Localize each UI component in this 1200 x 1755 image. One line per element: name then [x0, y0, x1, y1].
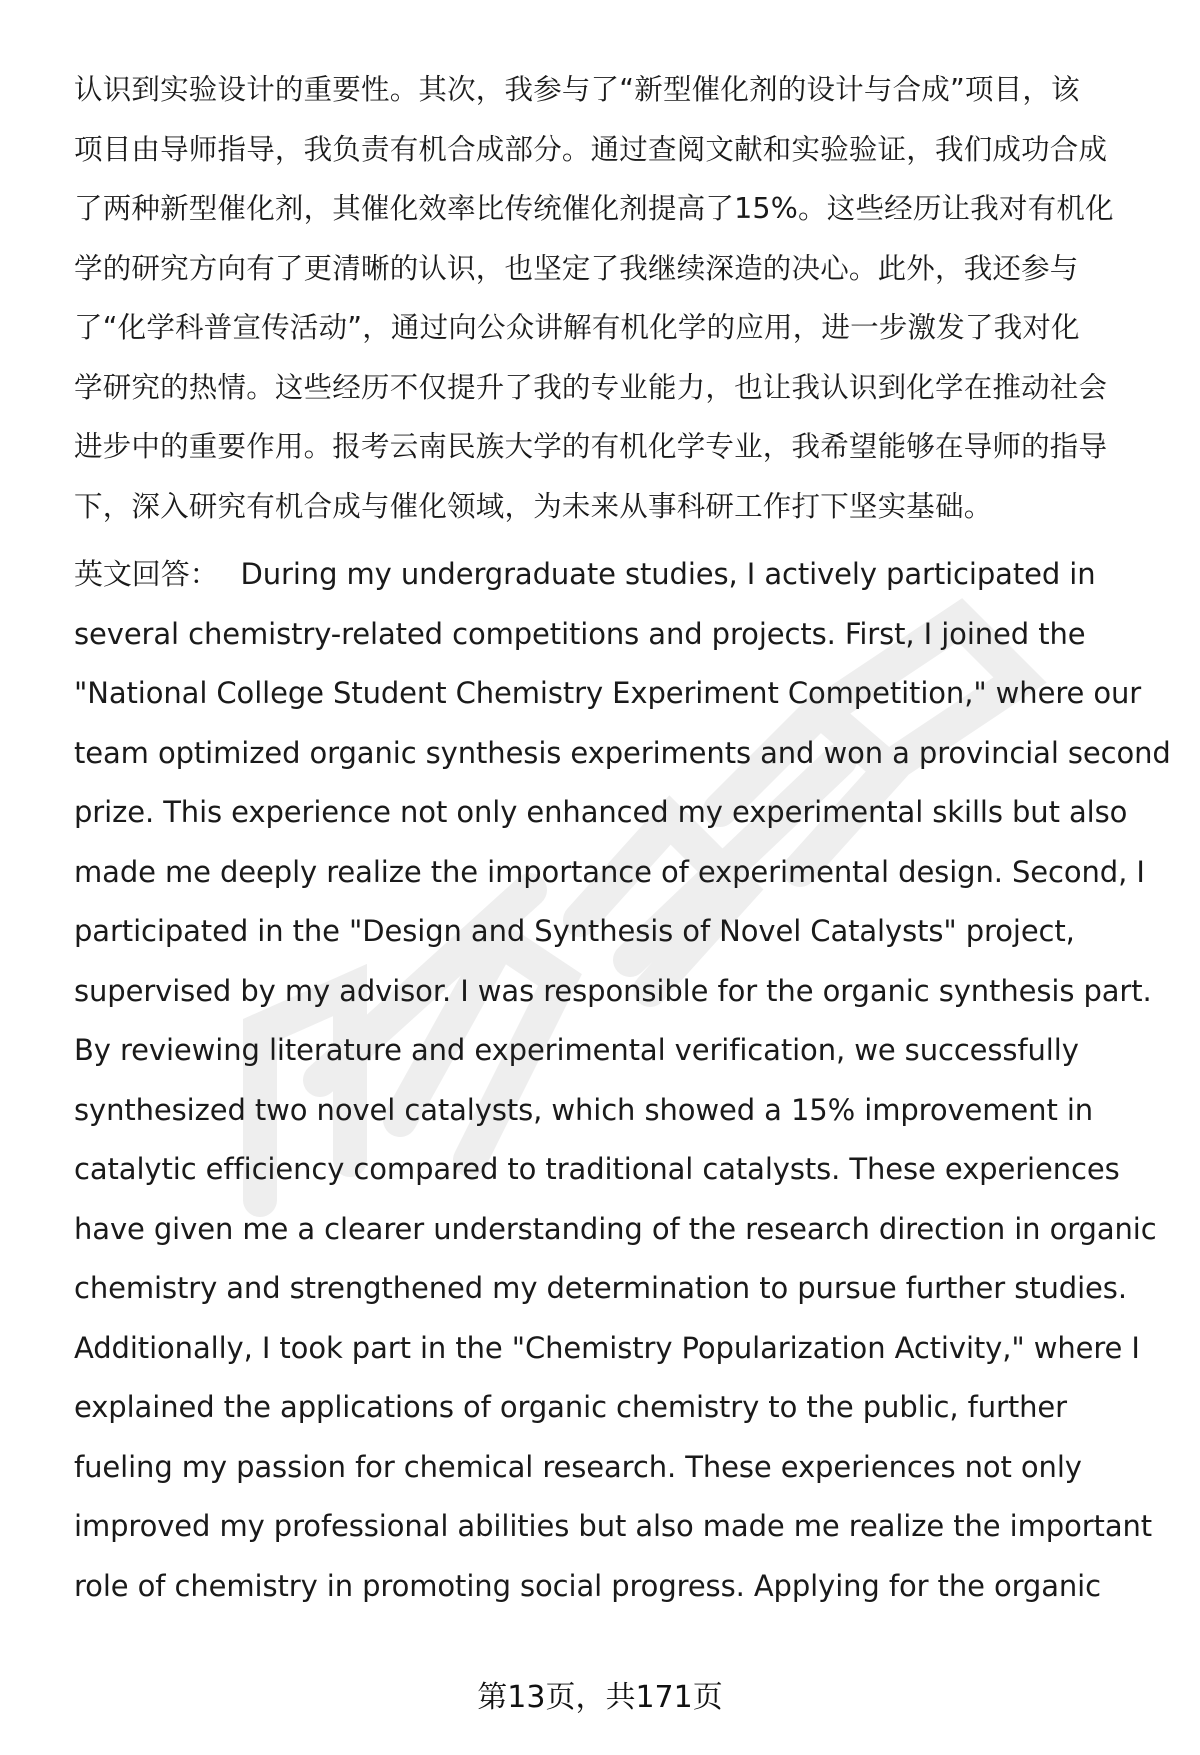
- text-line: explained the applications of organic chemistry to the public, further: [74, 1390, 1067, 1424]
- text-line: prize. This experience not only enhanced my experimental skills but also: [74, 795, 1128, 829]
- text-line: Additionally, I took part in the "Chemistry Popularization Activity," where I: [74, 1330, 1140, 1365]
- text-line: 学研究的热情。这些经历不仅提升了我的专业能力，也让我认识到化学在推动社会: [74, 370, 1108, 404]
- page-number-footer: 第13页，共171页: [477, 1680, 723, 1715]
- text-line: 下，深入研究有机合成与催化领域，为未来从事科研工作打下坚实基础。: [74, 489, 993, 523]
- text-line: catalytic efficiency compared to traditional catalysts. These experiences: [74, 1152, 1120, 1186]
- english-answer-label: 英文回答：: [74, 557, 219, 591]
- text-line: team optimized organic synthesis experiments and won a provincial second: [74, 735, 1171, 770]
- chinese-paragraph: [74, 60, 1154, 536]
- text-line: "National College Student Chemistry Experiment Competition," where our: [74, 676, 1142, 710]
- text-line: 了两种新型催化剂，其催化效率比传统催化剂提高了15%。这些经历让我对有机化: [74, 192, 1114, 225]
- text-line: 了“化学科普宣传活动”，通过向公众讲解有机化学的应用，进一步激发了我对化: [74, 311, 1080, 344]
- text-line: have given me a clearer understanding of the research direction in organic: [74, 1211, 1157, 1246]
- text-line: 进步中的重要作用。报考云南民族大学的有机化学专业，我希望能够在导师的指导: [74, 430, 1108, 463]
- text-line: fueling my passion for chemical research. These experiences not only: [74, 1449, 1082, 1484]
- text-line: made me deeply realize the importance of experimental design. Second, I: [74, 854, 1145, 889]
- text-line: role of chemistry in promoting social progress. Applying for the organic: [74, 1568, 1101, 1603]
- text-line: improved my professional abilities but also made me realize the important: [74, 1509, 1153, 1543]
- text-line: chemistry and strengthened my determination to pursue further studies.: [74, 1271, 1127, 1305]
- page-content: [74, 60, 1171, 1616]
- paragraph-spacer: [74, 536, 1154, 545]
- english-paragraph: [74, 545, 1171, 1616]
- text-line: 项目由导师指导，我负责有机合成部分。通过查阅文献和实验验证，我们成功合成: [74, 132, 1108, 166]
- text-line: supervised by my advisor. I was responsible for the organic synthesis part.: [74, 973, 1152, 1008]
- text-line: By reviewing literature and experimental verification, we successfully: [74, 1033, 1079, 1067]
- text-line: 认识到实验设计的重要性。其次，我参与了“新型催化剂的设计与合成”项目，该: [74, 73, 1080, 106]
- text-line-content: During my undergraduate studies, I actively participated in: [240, 557, 1096, 591]
- text-line: several chemistry-related competitions and projects. First, I joined the: [74, 616, 1086, 651]
- text-line: [74, 545, 1154, 605]
- text-line: participated in the "Design and Synthesis of Novel Catalysts" project,: [74, 914, 1075, 948]
- text-line: 学的研究方向有了更清晰的认识，也坚定了我继续深造的决心。此外，我还参与: [74, 251, 1079, 285]
- text-line: synthesized two novel catalysts, which showed a 15% improvement in: [74, 1092, 1094, 1127]
